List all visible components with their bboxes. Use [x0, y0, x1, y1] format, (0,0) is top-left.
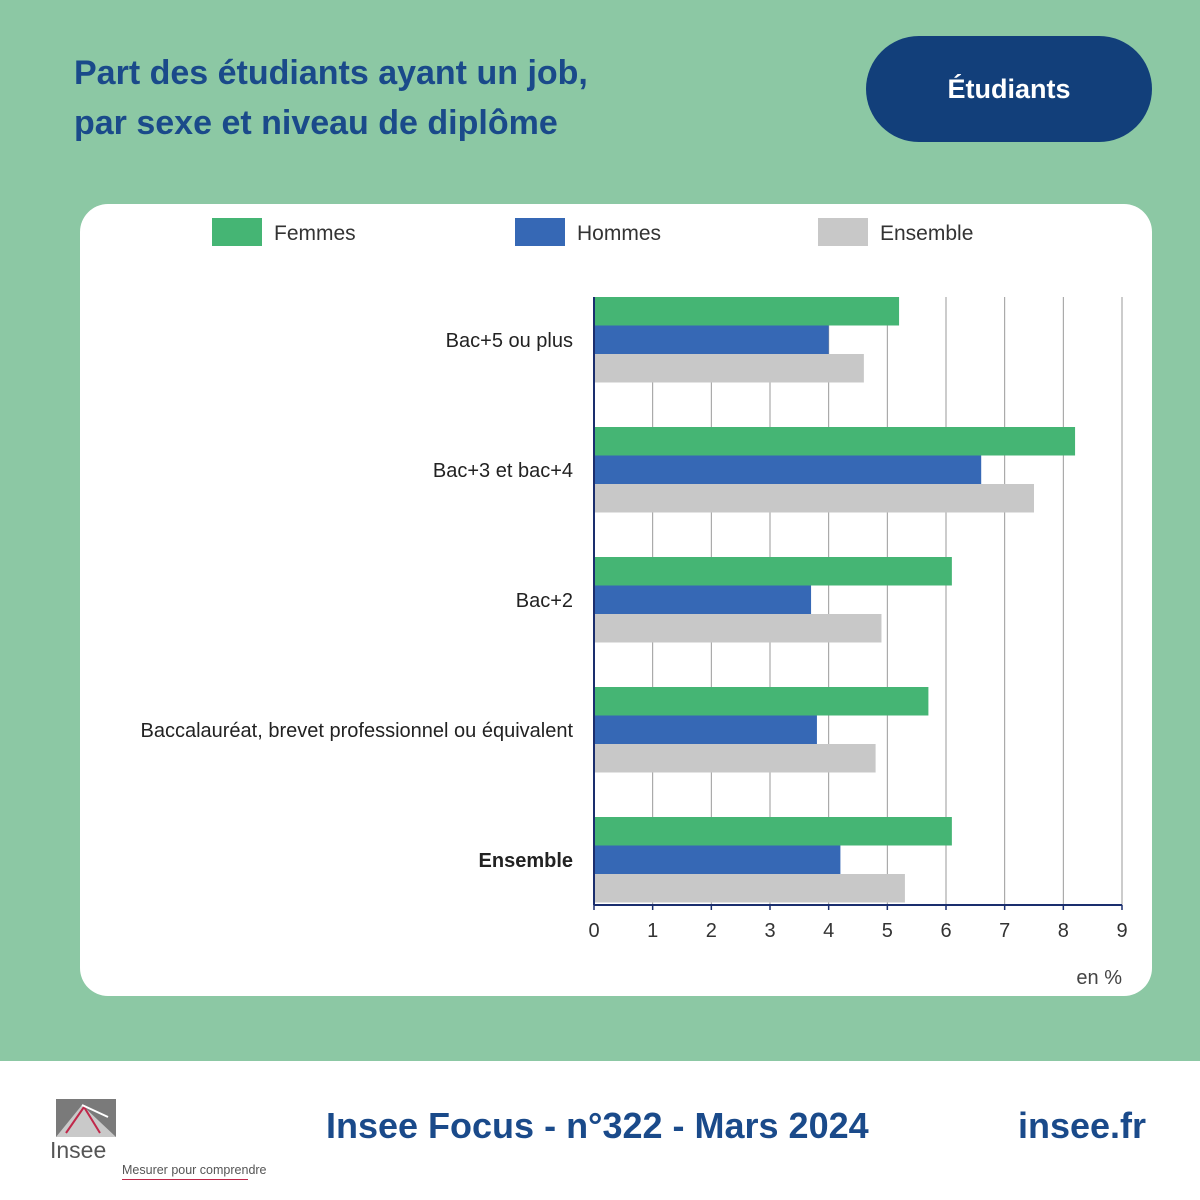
x-tick-label-8: 8: [1057, 920, 1069, 942]
x-tick-label-0: 0: [588, 920, 600, 942]
legend-label-hommes: Hommes: [577, 222, 662, 245]
bar-hommes-2: [594, 586, 811, 615]
bar-femmes-2: [594, 557, 952, 586]
bar-hommes-3: [594, 716, 817, 745]
category-label-2: Bac+2: [515, 589, 573, 612]
x-tick-label-1: 1: [647, 920, 659, 942]
x-tick-label-5: 5: [881, 920, 893, 942]
page-title: [74, 48, 774, 148]
logo-slogan: Mesurer pour comprendre: [122, 1163, 267, 1177]
insee-logo[interactable]: [48, 1097, 268, 1177]
bar-hommes-1: [594, 456, 981, 485]
legend-label-femmes: Femmes: [274, 222, 356, 245]
category-label-1: Bac+3 et bac+4: [432, 459, 573, 482]
footer: [0, 1061, 1200, 1200]
logo-name: Insee: [50, 1137, 107, 1163]
x-tick-label-3: 3: [764, 920, 776, 942]
site-link[interactable]: insee.fr: [1018, 1105, 1147, 1146]
bar-ensemble-1: [594, 484, 1034, 513]
bar-femmes-4: [594, 817, 952, 846]
bar-ensemble-2: [594, 614, 881, 643]
chart-card: [80, 204, 1152, 996]
x-tick-label-2: 2: [705, 920, 717, 942]
category-label-4: Ensemble: [478, 849, 573, 872]
category-label-3: Baccalauréat, brevet professionnel ou équivalent: [140, 719, 573, 742]
category-tag[interactable]: [866, 36, 1152, 142]
x-tick-label-4: 4: [823, 920, 835, 942]
x-tick-label-7: 7: [999, 920, 1011, 942]
category-tag-label: Étudiants: [947, 73, 1071, 104]
category-label-0: Bac+5 ou plus: [445, 329, 573, 352]
x-tick-label-9: 9: [1116, 920, 1128, 942]
bar-femmes-3: [594, 687, 928, 716]
bar-hommes-0: [594, 326, 829, 355]
bar-ensemble-0: [594, 354, 864, 383]
bar-femmes-1: [594, 427, 1075, 456]
unit-label: en %: [1076, 967, 1122, 989]
bar-ensemble-3: [594, 744, 876, 773]
bar-femmes-0: [594, 297, 899, 326]
legend-label-ensemble: Ensemble: [880, 222, 974, 245]
publication-reference: Insee Focus - n°322 - Mars 2024: [326, 1105, 869, 1146]
bar-chart: [80, 204, 1152, 996]
insee-logo-icon: [52, 1097, 122, 1141]
x-tick-label-6: 6: [940, 920, 952, 942]
title-line-2: par sexe et niveau de diplôme: [74, 104, 558, 142]
title-line-1: Part des étudiants ayant un job,: [74, 54, 588, 92]
logo-underline: [122, 1179, 248, 1180]
bar-hommes-4: [594, 846, 840, 875]
bar-ensemble-4: [594, 874, 905, 903]
